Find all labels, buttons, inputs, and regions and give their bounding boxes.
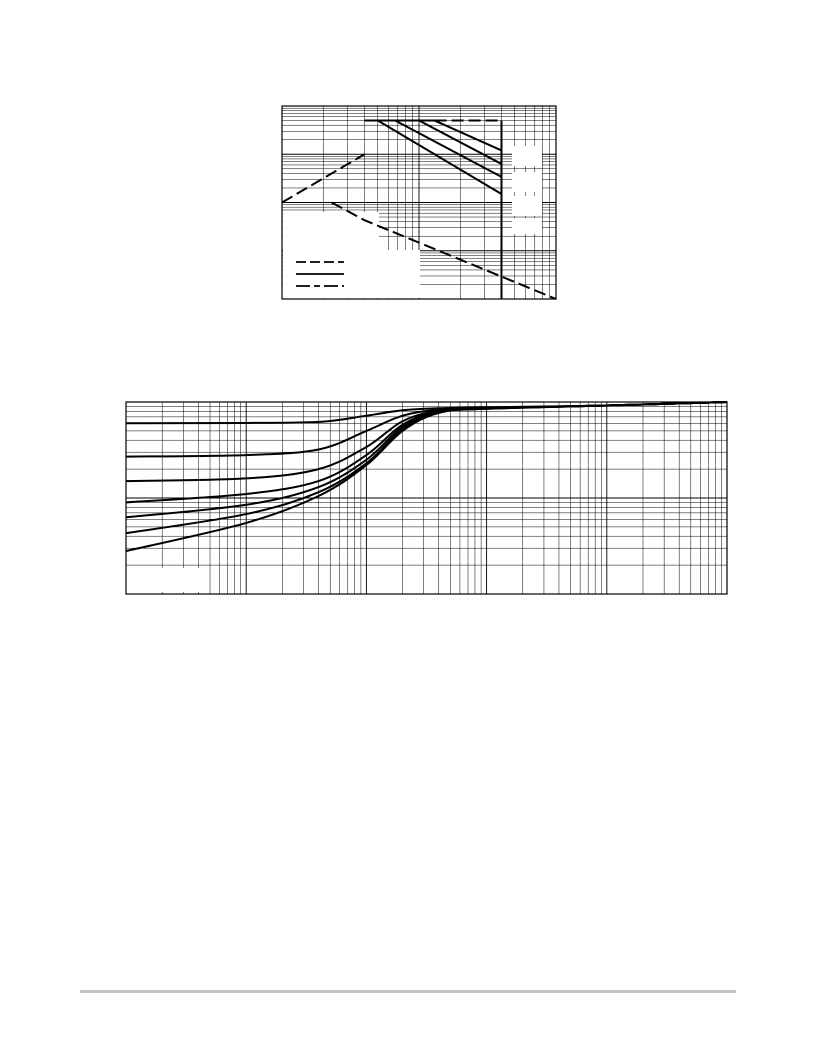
series-line xyxy=(364,121,501,194)
legend-area xyxy=(378,250,420,298)
series-line xyxy=(126,402,727,533)
series-line xyxy=(126,402,727,457)
series-line xyxy=(378,121,502,177)
soa-chart xyxy=(282,106,556,299)
label-area xyxy=(512,172,542,192)
label-area xyxy=(512,146,542,166)
label-area xyxy=(512,196,542,216)
label-area xyxy=(512,218,542,234)
series-line xyxy=(126,402,727,517)
label-area xyxy=(136,568,206,592)
footer-rule xyxy=(80,990,736,993)
series-line xyxy=(126,402,727,551)
transient-chart xyxy=(126,402,727,594)
